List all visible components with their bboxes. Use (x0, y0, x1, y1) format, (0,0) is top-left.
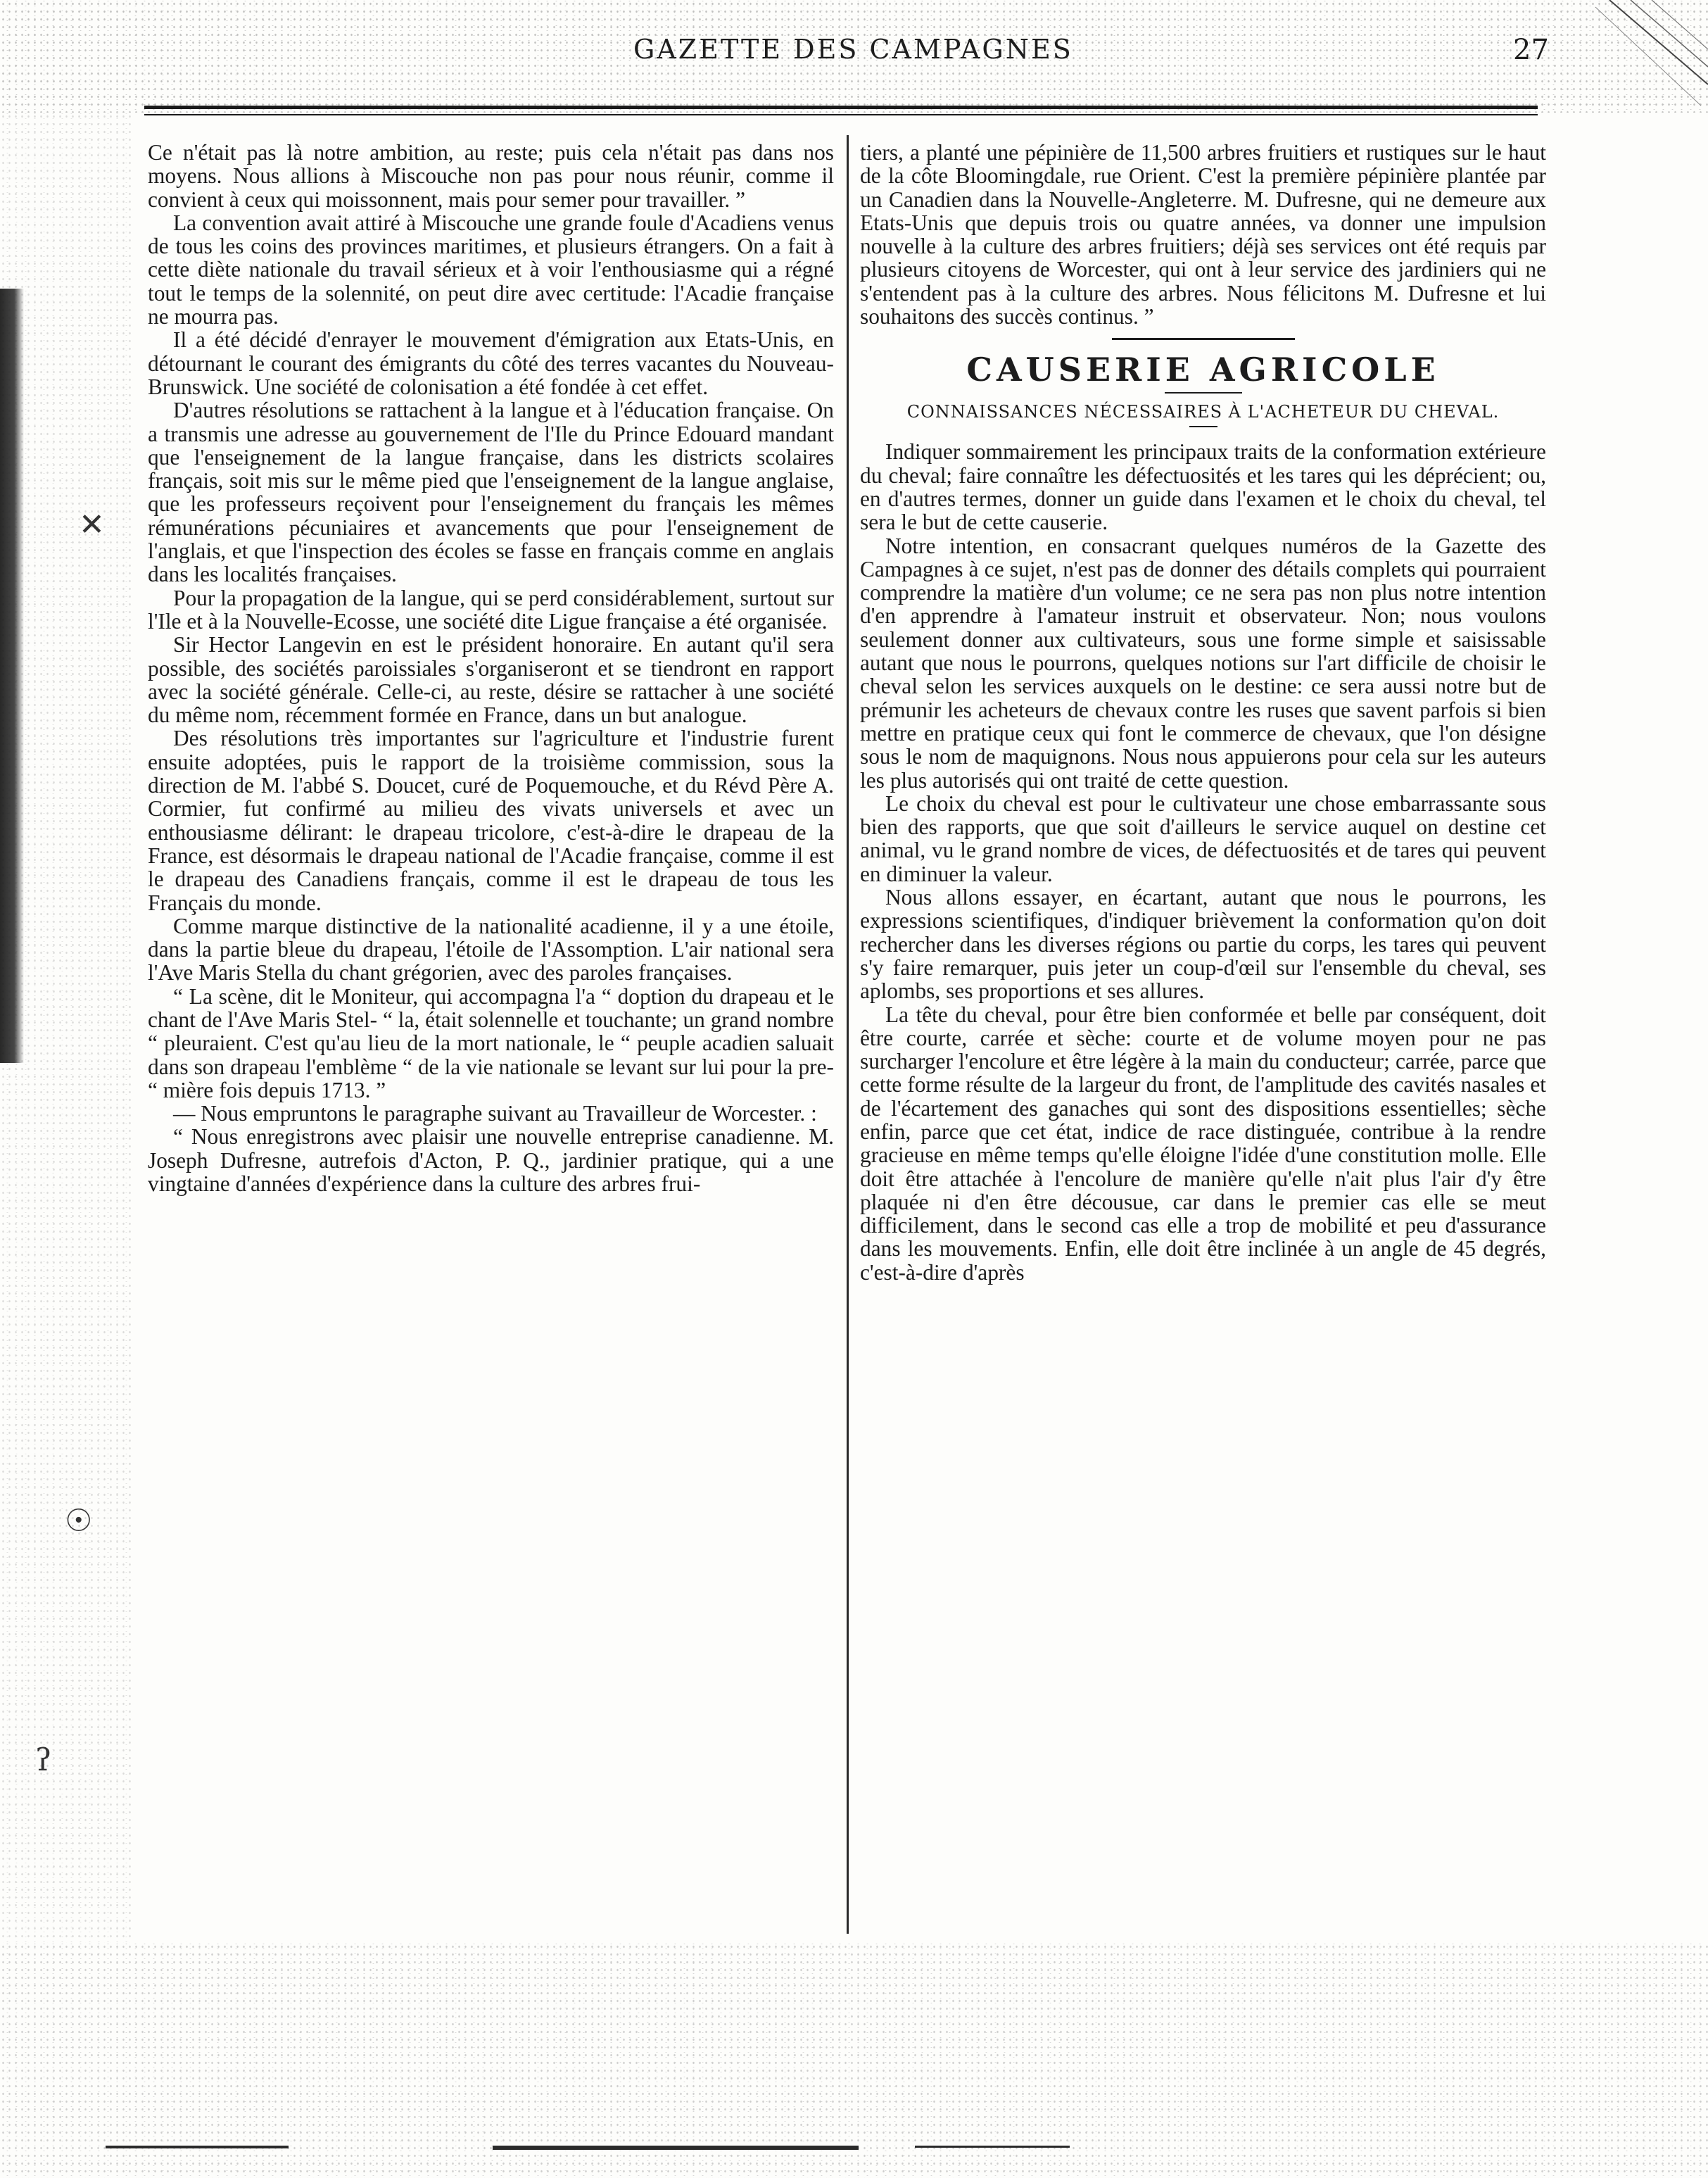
article-paragraph: Comme marque distinctive de la nationalité acadienne, il y a une étoile, dans la partie bleue du drapeau, l'étoile de l'Assomption. L'air national sera l'Ave Maris Stella du chant grégorien, avec des paroles françaises. (148, 913, 834, 986)
title-underline-rule (1165, 392, 1242, 394)
article-paragraph: Sir Hector Langevin en est le président honoraire. En autant qu'il sera possible, des sociétés paroissiales s'organiseront et se tiendront en rapport avec la société générale. Celle-ci, au reste, désire se rattacher à une société du même nom, récemment formée en France, dans un but analogue. (148, 632, 834, 728)
article-paragraph: Le choix du cheval est pour le cultivateur une chose embarrassante sous bien des rapports, que que soit d'ailleurs le service auquel on destine cet animal, vu le grand nombre de vices, de défectuosités et de tares qui peuvent en diminuer la valeur. (860, 791, 1546, 886)
article-paragraph: tiers, a planté une pépinière de 11,500 arbres fruitiers et rustiques sur le haut de la côte Bloomingdale, rue Orient. C'est la première pépinière plantée par un Canadien dans la Nouvelle-Angleterre. M. Dufresne, qui ne demeure aux Etats-Unis que depuis trois ou quatre années, va donner une impulsion nouvelle à la culture des arbres fruitiers; déjà ses services ont été requis par plusieurs citoyens de Worcester, qui ont à leur service des jardiniers qui ne s'entendent pas à la culture des arbres. Nous félicitons M. Dufresne et lui souhaitons des succès continus. ” (860, 140, 1546, 329)
column-divider (847, 135, 849, 1934)
article-paragraph: Il a été décidé d'enrayer le mouvement d'émigration aux Etats-Unis, en détournant le courant des émigrants du côté des terres vacantes du Nouveau-Brunswick. Une société de colonisation a été fondée à cet effet. (148, 327, 834, 399)
scan-noise-bottom (0, 1943, 1708, 2178)
article-paragraph: Ce n'était pas là notre ambition, au reste; puis cela n'était pas dans nos moyens. Nous allions à Miscouche non pas pour nous réunir, comme il convient à ceux qui moissonnent, mais pour semer pour travailler. ” (148, 140, 834, 212)
article-paragraph: D'autres résolutions se rattachent à la langue et à l'éducation française. On a transmis une adresse au gouvernement de l'Ile du Prince Edouard mandant que l'enseignement de la langue française, dans les districts scolaires français, soit mis sur le même pied que l'enseignement de la langue anglaise, que les professeurs reçoivent pour l'enseignement du français les mêmes rémunérations pécuniaires et avancements que pour l'enseignement de l'anglais, et que l'inspection des écoles se fasse en français comme en anglais dans les localités françaises. (148, 398, 834, 587)
margin-ink-mark: ʔ (35, 1742, 52, 1778)
binding-shadow (0, 289, 24, 1063)
left-column (148, 141, 834, 1195)
article-paragraph: — Nous empruntons le paragraphe suivant au Travailleur de Worcester. : (173, 1101, 817, 1126)
article-paragraph: La convention avait attiré à Miscouche une grande foule d'Acadiens venus de tous les coins des provinces maritimes, et plusieurs étrangers. On a fait à cette diète nationale du travail sérieux et à voir l'enthousiasme qui a régné tout le temps de la solennité, on peut dire avec certitude: l'Acadie française ne mourra pas. (148, 210, 834, 329)
running-head (0, 34, 1708, 76)
quoted-paragraph: “ Nous enregistrons avec plaisir une nouvelle entreprise canadienne. M. Joseph Dufresne, autrefois d'Acton, P. Q., jardinier pratique, qui a une vingtaine d'années d'expérience dans la culture des arbres frui- (148, 1124, 834, 1197)
article-paragraph: Des résolutions très importantes sur l'agriculture et l'industrie furent ensuite adoptées, puis le rapport de la troisième commission, sous la direction de M. l'abbé S. Doucet, curé de Poquemouche, et du Révd Père A. Cormier, fut confirmé au milieu des vivats universels et avec un enthousiasme délirant: le drapeau tricolore, c'est-à-dire le drapeau de la France, est désormais le drapeau national de l'Acadie française, comme il est le drapeau des Canadiens français, comme il est le drapeau de tous les Français du monde. (148, 726, 834, 915)
subtitle-rule (1189, 426, 1217, 427)
article-paragraph: Notre intention, en consacrant quelques numéros de la Gazette des Campagnes à ce sujet, n'est pas de donner des détails complets qui pourraient comprendre la matière d'un volume; ce ne sera pas non plus notre intention d'en apprendre à l'amateur instruit et observateur. Non; nous voulons seulement donner aux cultivateurs, sous une forme simple et saisissable autant que nous le pourrons, quelques notions sur l'art difficile de choisir le cheval selon les services auxquels on le destine: ce sera aussi notre but de prémunir les acheteurs de chevaux contre les ruses que savent parfois si bien mettre en pratique ceux qui font le commerce de chevaux, que l'on désigne sous le nom de maquignons. Nous nous appuierons pour cela sur les auteurs les plus autorisés qui ont traité de cette question. (860, 533, 1546, 793)
bottom-rule (915, 2146, 1070, 2148)
section-subtitle: CONNAISSANCES NÉCESSAIRES À L'ACHETEUR DU CHEVAL. (906, 402, 1500, 422)
page-number: 27 (1513, 34, 1549, 66)
section-separator-rule (1112, 338, 1295, 340)
article-paragraph: Nous allons essayer, en écartant, autant que nous le pourrons, les expressions scientifiques, d'indiquer brièvement la conformation qu'on doit rechercher dans les diverses régions ou partie du corps, les tares qui peuvent s'y faire remarquer, puis jeter un coup-d'œil sur l'ensemble du cheval, ses aplombs, ses proportions et ses allures. (860, 885, 1546, 1004)
bottom-rule (493, 2146, 859, 2150)
margin-ink-mark: ☉ (65, 1503, 93, 1539)
header-rule-thin (144, 114, 1538, 115)
article-paragraph: Pour la propagation de la langue, qui se perd considérablement, surtout sur l'Ile et à la Nouvelle-Ecosse, une société dite Ligue française a été organisée. (148, 585, 834, 634)
margin-ink-mark: ✕ (79, 507, 105, 543)
bottom-rule (106, 2146, 289, 2148)
section-title: CAUSERIE AGRICOLE (966, 351, 1440, 389)
right-column (860, 141, 1546, 1284)
quoted-paragraph: “ La scène, dit le Moniteur, qui accompagna l'a “ doption du drapeau et le chant de l'Ave Maris Stel- “ la, était solennelle et touchante; un grand nombre “ pleuraient. C'est qu'au lieu de la mort nationale, le “ peuple acadien saluait dans son drapeau l'emblème “ de la vie nationale se levant sur lui pour la pre- “ mière fois depuis 1713. ” (148, 983, 834, 1102)
header-rule-thick (144, 106, 1538, 109)
running-title: GAZETTE DES CAMPAGNES (633, 34, 1073, 65)
article-paragraph: Indiquer sommairement les principaux traits de la conformation extérieure du cheval; faire connaître les défectuosités et les tares qui les déprécient; ou, en d'autres termes, donner un guide dans l'examen et le choix du cheval, tel sera le but de cette causerie. (860, 439, 1546, 535)
article-paragraph: La tête du cheval, pour être bien conformée et belle par conséquent, doit être courte, carrée et sèche: courte et de volume moyen pour ne pas surcharger l'encolure et être légère à la main du conducteur; carrée, parce que cette forme résulte de la largeur du front, de l'amplitude des cavités nasales et de l'écartement des ganaches qui sont des dispositions essentielles; sèche enfin, parce que cet état, indice de race distinguée, contribue à la rendre gracieuse en même temps qu'elle éloigne l'idée d'une constitution molle. Elle doit être attachée à l'encolure de manière qu'elle n'ait plus l'air d'y être plaquée ni d'en être décousue, car dans le premier cas elle se meut difficilement, dans le second cas elle a trop de mobilité et peu d'assurance dans les mouvements. Enfin, elle doit être inclinée à un angle de 45 degrés, c'est-à-dire d'après (860, 1002, 1546, 1285)
